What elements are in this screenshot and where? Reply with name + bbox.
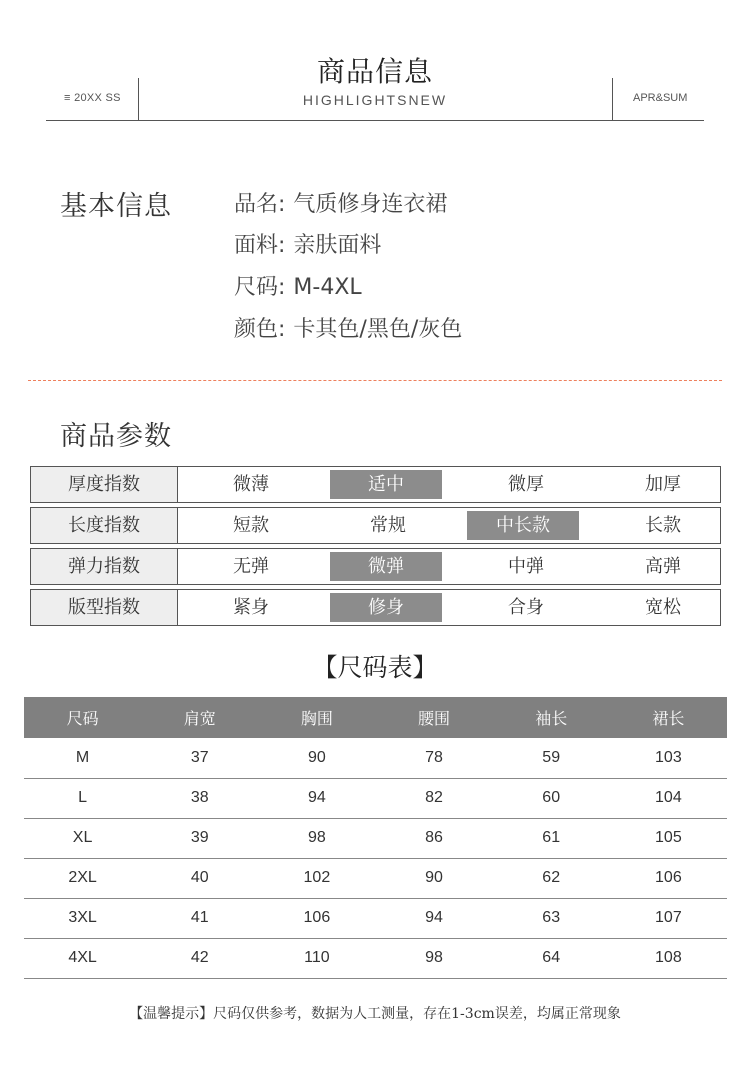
param-option: 短款 <box>233 515 269 536</box>
table-row <box>24 818 727 858</box>
table-cell: 102 <box>258 858 375 898</box>
param-option: 微薄 <box>233 474 269 495</box>
table-header-row <box>24 697 727 738</box>
param-option: 宽松 <box>645 597 681 618</box>
params-title: 商品参数 <box>60 421 172 452</box>
table-cell: 106 <box>610 858 727 898</box>
table-cell: 105 <box>610 818 727 858</box>
info-row-color <box>234 312 462 343</box>
table-cell: 62 <box>493 858 610 898</box>
param-label: 弹力指数 <box>31 549 178 584</box>
info-label: 面料: <box>234 233 286 258</box>
column-header: 腰围 <box>375 697 492 738</box>
page-title: 商品信息 <box>316 55 433 88</box>
table-cell: 98 <box>375 938 492 978</box>
header-subtitle: HIGHLIGHTSNEW <box>302 92 448 108</box>
table-cell: 94 <box>375 898 492 938</box>
table-cell: 86 <box>375 818 492 858</box>
month-tag: APR&SUM <box>633 92 688 104</box>
info-value: 亲肤面料 <box>293 233 382 258</box>
table-cell: 110 <box>258 938 375 978</box>
column-header: 胸围 <box>258 697 375 738</box>
table-cell: XL <box>24 818 141 858</box>
table-cell: 63 <box>493 898 610 938</box>
table-cell: 41 <box>141 898 258 938</box>
info-row-size <box>234 270 362 301</box>
param-label: 厚度指数 <box>31 467 178 502</box>
info-row-name <box>234 187 447 218</box>
param-option-selected: 微弹 <box>330 552 442 581</box>
table-row <box>24 898 727 938</box>
info-value: 气质修身连衣裙 <box>293 192 448 217</box>
param-option: 长款 <box>645 515 681 536</box>
table-cell: M <box>24 738 141 778</box>
param-row-fit <box>30 589 721 626</box>
table-cell: 4XL <box>24 938 141 978</box>
param-option: 中弹 <box>508 556 544 577</box>
table-cell: 59 <box>493 738 610 778</box>
table-cell: 37 <box>141 738 258 778</box>
table-cell: 107 <box>610 898 727 938</box>
param-option-selected: 中长款 <box>467 511 579 540</box>
size-table-title: 【尺码表】 <box>312 653 438 682</box>
table-cell: 3XL <box>24 898 141 938</box>
table-cell: 94 <box>258 778 375 818</box>
column-header: 裙长 <box>610 697 727 738</box>
table-cell: 98 <box>258 818 375 858</box>
param-option: 加厚 <box>645 474 681 495</box>
table-cell: 90 <box>375 858 492 898</box>
param-option-selected: 修身 <box>330 593 442 622</box>
param-option: 紧身 <box>233 597 269 618</box>
table-cell: 2XL <box>24 858 141 898</box>
table-cell: 60 <box>493 778 610 818</box>
param-label: 版型指数 <box>31 590 178 625</box>
table-cell: 82 <box>375 778 492 818</box>
column-header: 尺码 <box>24 697 141 738</box>
table-cell: L <box>24 778 141 818</box>
section-divider <box>28 380 722 381</box>
param-option: 无弹 <box>233 556 269 577</box>
table-cell: 40 <box>141 858 258 898</box>
size-table <box>24 697 727 979</box>
param-row-thickness <box>30 466 721 503</box>
info-label: 尺码: <box>234 275 286 300</box>
info-label: 颜色: <box>234 317 286 342</box>
info-row-fabric <box>234 228 381 259</box>
warm-tip-note: 【温馨提示】尺码仅供参考，数据为人工测量，存在1-3cm误差，均属正常现象 <box>129 1006 621 1022</box>
table-cell: 104 <box>610 778 727 818</box>
column-header: 肩宽 <box>141 697 258 738</box>
table-row <box>24 938 727 978</box>
table-cell: 38 <box>141 778 258 818</box>
table-cell: 64 <box>493 938 610 978</box>
table-cell: 42 <box>141 938 258 978</box>
header-rule <box>46 120 704 121</box>
table-cell: 108 <box>610 938 727 978</box>
info-value: M-4XL <box>293 275 362 300</box>
table-cell: 106 <box>258 898 375 938</box>
basic-info-title: 基本信息 <box>60 191 172 222</box>
param-option: 微厚 <box>508 474 544 495</box>
param-option-selected: 适中 <box>330 470 442 499</box>
table-cell: 90 <box>258 738 375 778</box>
table-row <box>24 778 727 818</box>
column-header: 袖长 <box>493 697 610 738</box>
table-cell: 61 <box>493 818 610 858</box>
info-label: 品名: <box>234 192 286 217</box>
param-row-length <box>30 507 721 544</box>
param-label: 长度指数 <box>31 508 178 543</box>
season-tag: ≡ 20XX SS <box>64 92 121 104</box>
param-option: 常规 <box>370 515 406 536</box>
param-row-elasticity <box>30 548 721 585</box>
param-option: 合身 <box>508 597 544 618</box>
table-row <box>24 738 727 778</box>
info-value: 卡其色/黑色/灰色 <box>293 317 463 342</box>
table-row <box>24 858 727 898</box>
table-cell: 39 <box>141 818 258 858</box>
table-cell: 78 <box>375 738 492 778</box>
table-cell: 103 <box>610 738 727 778</box>
param-option: 高弹 <box>645 556 681 577</box>
